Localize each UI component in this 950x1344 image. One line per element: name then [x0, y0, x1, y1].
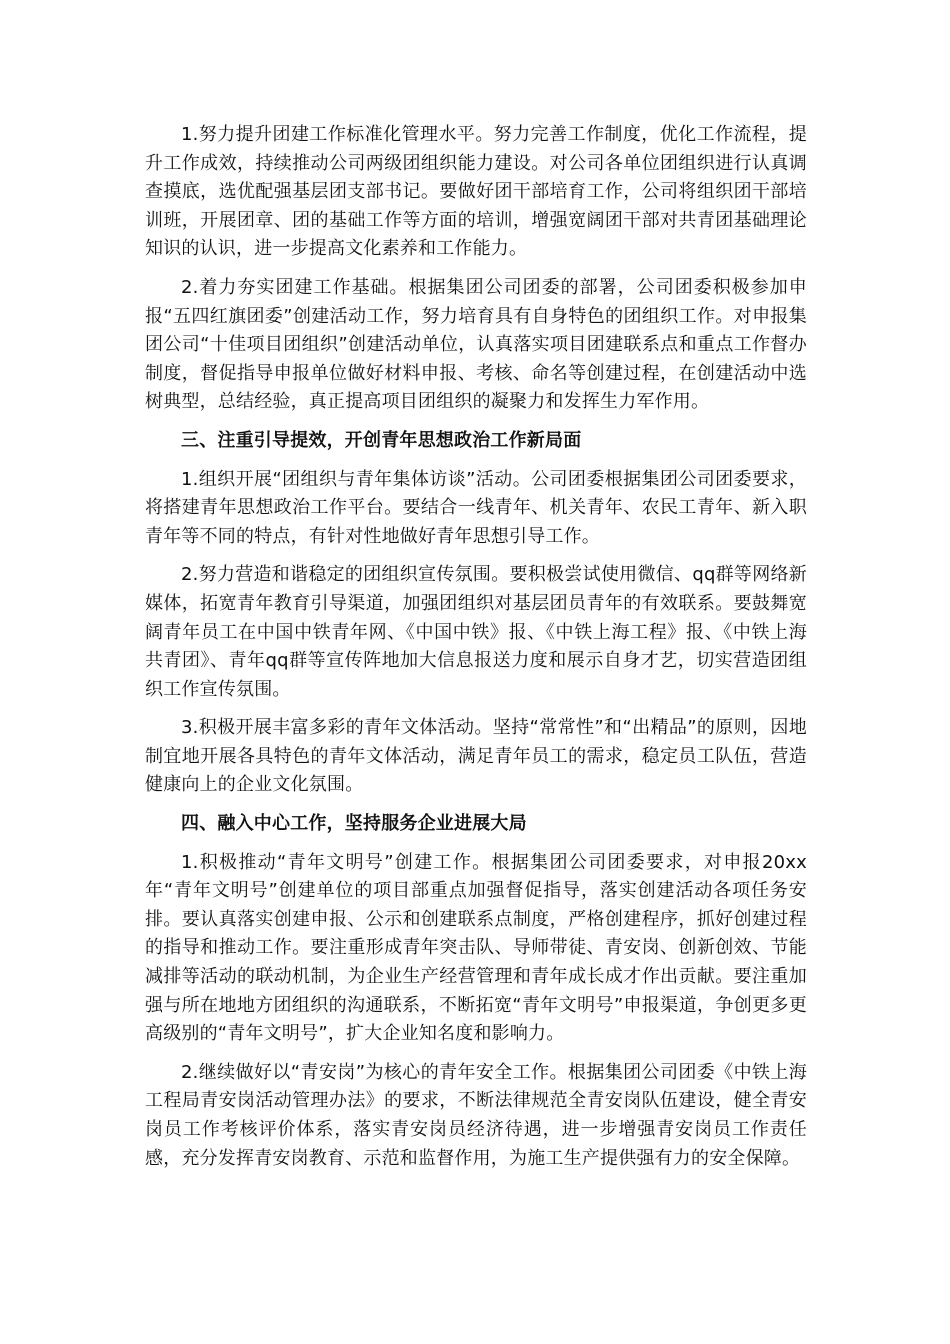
- paragraph-foundation: 2.着力夯实团建工作基础。根据集团公司团委的部署，公司团委积极参加申报“五四红旗团委”创建活动工作，努力培育具有自身特色的团组织工作。对申报集团公司“十佳项目团组织”创建活动单位，认真落实项目团建联系点和重点工作督办制度，督促指导申报单位做好材料申报、考核、命名等创建过程，在创建活动中选树典型，总结经验，真正提高项目团组织的凝聚力和发挥生力军作用。: [145, 276, 807, 413]
- paragraph-safety: 2.继续做好以“青安岗”为核心的青年安全工作。根据集团公司团委《中铁上海工程局青安岗活动管理办法》的要求，不断法律规范全青安岗队伍建设，健全青安岗员工作考核评价体系，落实青安岗员经济待遇，进一步增强青安岗员工作责任感，充分发挥青安岗教育、示范和监督作用，为施工生产提供强有力的安全保障。: [145, 1061, 807, 1169]
- paragraph-civilization: 1.积极推动“青年文明号”创建工作。根据集团公司团委要求，对申报20xx年“青年文明号”创建单位的项目部重点加强督促指导，落实创建活动各项任务安排。要认真落实创建申报、公示和创建联系点制度，严格创建程序，抓好创建过程的指导和推动工作。要注重形成青年突击队、导师带徒、青安岗、创新创效、节能减排等活动的联动机制，为企业生产经营管理和青年成长成才作出贡献。要注重加强与所在地地方团组织的沟通联系，不断拓宽“青年文明号”申报渠道，争创更多更高级别的“青年文明号”，扩大企业知名度和影响力。: [145, 851, 807, 1045]
- section-heading-four: 四、融入中心工作，坚持服务企业进展大局: [181, 813, 527, 835]
- section-heading-three: 三、注重引导提效，开创青年思想政治工作新局面: [181, 429, 582, 451]
- paragraph-interview: 1.组织开展“团组织与青年集体访谈”活动。公司团委根据集团公司团委要求，将搭建青年思想政治工作平台。要结合一线青年、机关青年、农民工青年、新入职青年等不同的特点，有针对性地做好青年思想引导工作。: [145, 468, 807, 547]
- paragraph-standardization: 1.努力提升团建工作标准化管理水平。努力完善工作制度，优化工作流程，提升工作成效，持续推动公司两级团组织能力建设。对公司各单位团组织进行认真调查摸底，选优配强基层团支部书记。要做好团干部培育工作，公司将组织团干部培训班，开展团章、团的基础工作等方面的培训，增强宽阔团干部对共青团基础理论知识的认识，进一步提高文化素养和工作能力。: [145, 124, 807, 260]
- document-body: [145, 121, 807, 1183]
- paragraph-culture: 3.积极开展丰富多彩的青年文体活动。坚持“常常性”和“出精品”的原则，因地制宜地开展各具特色的青年文体活动，满足青年员工的需求，稳定员工队伍，营造健康向上的企业文化氛围。: [145, 717, 807, 796]
- paragraph-publicity: 2.努力营造和谐稳定的团组织宣传氛围。要积极尝试使用微信、qq群等网络新媒体，拓宽青年教育引导渠道，加强团组织对基层团员青年的有效联系。要鼓舞宽阔青年员工在中国中铁青年网、《中国中铁》报、《中铁上海工程》报、《中铁上海共青团》、青年qq群等宣传阵地加大信息报送力度和展示自身才艺，切实营造团组织工作宣传氛围。: [145, 564, 807, 700]
